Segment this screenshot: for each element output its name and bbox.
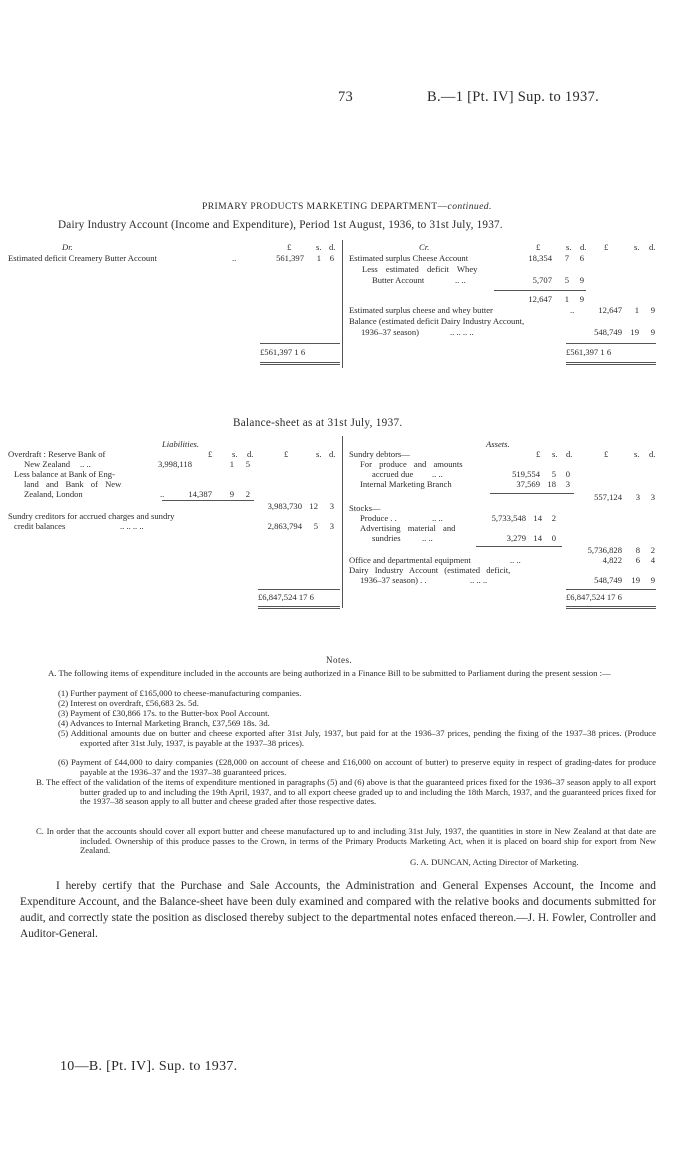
dots: .. .. <box>455 275 466 285</box>
cr-balance-1: Balance (estimated deficit Dairy Industry Account, <box>349 316 525 326</box>
produce-label-1: For produce and amounts <box>360 459 463 469</box>
notes-title: Notes. <box>326 655 353 665</box>
creditors-s: 5 <box>313 521 318 531</box>
note-item-5: (5) Additional amounts due on butter and cheese exported after 31st July, 1937, but paid for at the 1936–37 prices, pending the fixing of the 1937–38 prices. (Produce exported after 31st July, 1937, is payable at the 1937–38 prices). <box>58 728 656 748</box>
dots: .. <box>160 489 165 499</box>
dr-amount: 561,397 <box>276 253 304 263</box>
cr-net-s: 1 <box>564 294 569 304</box>
double-rule-dr <box>260 362 340 365</box>
double-rule-assets <box>566 606 656 609</box>
cr-cheese-s: 7 <box>564 253 569 263</box>
column-divider <box>342 436 343 608</box>
adv-label-2: sundries <box>372 533 401 543</box>
dots: .. .. <box>510 555 521 565</box>
dr-label: Dr. <box>62 242 73 252</box>
cr-net-d: 9 <box>579 294 584 304</box>
cr-cheese-amt: 18,354 <box>528 253 552 263</box>
note-item-3: (3) Payment of £30,866 17s. to the Butter-box Pool Account. <box>58 708 270 718</box>
cr-balance-amt: 548,749 <box>594 327 622 337</box>
notes-signature: G. A. DUNCAN, Acting Director of Marketing. <box>410 857 579 867</box>
asset-col-d-2: d. <box>649 449 656 459</box>
less-bank-d: 2 <box>245 489 250 499</box>
imb-d: 3 <box>565 479 570 489</box>
overdraft-d: 5 <box>245 459 250 469</box>
overdraft-amt: 3,998,118 <box>157 459 192 469</box>
dots: .. .. <box>422 533 433 543</box>
net-overdraft-amt: 3,983,730 <box>267 501 302 511</box>
stock-produce-s: 14 <box>533 513 542 523</box>
audit-certificate: I hereby certify that the Purchase and Sale Accounts, the Administration and General Expenses Account, the Income and Expenditure Account, and the Balance-sheet have been duly examined and compared with the relative books and documents submitted for audit, and correctly state the position as disclosed thereby subject to the departmental notes enfaced thereon.—J. H. Fowler, Controller and Auditor-General. <box>20 880 656 940</box>
total-rule-dr <box>260 343 340 344</box>
assets-total: £6,847,524 17 6 <box>566 592 622 602</box>
page-number: 73 <box>338 89 354 105</box>
produce-s: 5 <box>551 469 556 479</box>
cr-less-amt: 5,707 <box>532 275 552 285</box>
net-overdraft-s: 12 <box>309 501 318 511</box>
adv-s: 14 <box>533 533 542 543</box>
col-d: d. <box>329 242 336 252</box>
liabilities-total: £6,847,524 17 6 <box>258 592 314 602</box>
note-b: B. The effect of the validation of the items of expenditure mentioned in paragraphs (5) and (6) above is that the guaranteed prices fixed for the 1936–37 season apply to all export butter graded up to and including the 19th April, 1937, and to all export cheese graded up to and including the 18th March, 1937, and the guaranteed prices fixed for the 1937–38 season apply to all butter and cheese graded after those respective dates. <box>36 777 656 807</box>
less-bank-s: 9 <box>229 489 234 499</box>
dots: .. .. .. .. <box>450 327 474 337</box>
subtotal-rule <box>494 290 586 291</box>
dairy-account-title: Dairy Industry Account (Income and Expenditure), Period 1st August, 1936, to 31st July, 1937. <box>58 219 503 231</box>
creditors-label-2: credit balances <box>14 521 66 531</box>
dr-s: 1 <box>316 253 321 263</box>
debtors-amt: 557,124 <box>594 492 622 502</box>
less-bank-amt: 14,387 <box>188 489 212 499</box>
produce-d: 0 <box>565 469 570 479</box>
produce-label-2: accrued due <box>372 469 414 479</box>
cr-total: £561,397 1 6 <box>566 347 612 357</box>
less-bank-3: Zealand, London <box>24 489 83 499</box>
subtotal-rule <box>476 546 562 547</box>
asset-col-s: s. <box>552 449 558 459</box>
dots: .. .. <box>432 513 443 523</box>
dr-total: £561,397 1 6 <box>260 347 306 357</box>
column-divider <box>342 240 343 368</box>
note-item-1: (1) Further payment of £165,000 to cheese-manufacturing companies. <box>58 688 302 698</box>
total-rule-cr <box>566 343 656 344</box>
cr-surplus-label: Estimated surplus cheese and whey butter <box>349 305 493 315</box>
dots: .. .. <box>432 469 443 479</box>
overdraft-s: 1 <box>229 459 234 469</box>
dairy-label-1: Dairy Industry Account (estimated deficit, <box>349 565 511 575</box>
dairy-d: 9 <box>650 575 655 585</box>
dots: .. .. .. <box>470 575 488 585</box>
liab-col-d: d. <box>247 449 254 459</box>
creditors-label-1: Sundry creditors for accrued charges and sundry <box>8 511 175 521</box>
asset-col-s-2: s. <box>634 449 640 459</box>
cr-surplus-d: 9 <box>650 305 655 315</box>
liab-col-pound: £ <box>208 449 213 459</box>
dairy-s: 19 <box>631 575 640 585</box>
subtotal-rule <box>490 493 574 494</box>
cr-balance-s: 19 <box>630 327 639 337</box>
stocks-d: 2 <box>650 545 655 555</box>
cr-col-pound: £ <box>536 242 541 252</box>
cr-less-2: Butter Account <box>372 275 425 285</box>
balance-sheet-title: Balance-sheet as at 31st July, 1937. <box>233 417 403 429</box>
less-bank-2: land and Bank of New <box>24 479 122 489</box>
cr-balance-d: 9 <box>650 327 655 337</box>
cr-less-1: Less estimated deficit Whey <box>362 264 478 274</box>
dr-item-label: Estimated deficit Creamery Butter Account <box>8 253 157 263</box>
total-rule-liab <box>258 589 340 590</box>
office-label: Office and departmental equipment <box>349 555 471 565</box>
cr-surplus-amt: 12,647 <box>598 305 622 315</box>
stock-produce-label: Produce . . <box>360 513 397 523</box>
cr-net-amt: 12,647 <box>528 294 552 304</box>
dairy-amt: 548,749 <box>594 575 622 585</box>
total-rule-assets <box>566 589 656 590</box>
cr-cheese-label: Estimated surplus Cheese Account <box>349 253 469 263</box>
dots: .. <box>570 305 575 315</box>
produce-amt: 519,554 <box>512 469 540 479</box>
note-item-4: (4) Advances to Internal Marketing Branch, £37,569 18s. 3d. <box>58 718 270 728</box>
liabilities-label: Liabilities. <box>162 439 200 449</box>
cr-less-s: 5 <box>564 275 569 285</box>
imb-label: Internal Marketing Branch <box>360 479 452 489</box>
dr-d: 6 <box>329 253 334 263</box>
cr-label: Cr. <box>419 242 430 252</box>
double-rule-liab <box>258 606 340 609</box>
cr-less-d: 9 <box>579 275 584 285</box>
stocks-s: 8 <box>635 545 640 555</box>
asset-col-pound-2: £ <box>604 449 609 459</box>
office-amt: 4,822 <box>602 555 622 565</box>
less-bank-1: Less balance at Bank of Eng- <box>14 469 115 479</box>
assets-label: Assets. <box>486 439 510 449</box>
liab-col-d-2: d. <box>329 449 336 459</box>
cr-balance-2: 1936–37 season) <box>361 327 419 337</box>
adv-d: 0 <box>551 533 556 543</box>
dairy-label-2: 1936–37 season) . . <box>360 575 427 585</box>
note-a-intro: A. The following items of expenditure included in the accounts are being authorized in a Finance Bill to be submitted to Parliament during the present session :— <box>48 668 611 678</box>
stock-produce-amt: 5,733,548 <box>491 513 526 523</box>
adv-amt: 3,279 <box>506 533 526 543</box>
subtotal-rule <box>162 500 254 501</box>
cr-col-d: d. <box>580 242 587 252</box>
liab-col-s-2: s. <box>316 449 322 459</box>
overdraft-label-2: New Zealand <box>24 459 71 469</box>
imb-amt: 37,569 <box>516 479 540 489</box>
asset-col-d: d. <box>566 449 573 459</box>
asset-col-pound: £ <box>536 449 541 459</box>
creditors-amt: 2,863,794 <box>267 521 302 531</box>
note-item-6: (6) Payment of £44,000 to dairy companies (£28,000 on account of cheese and £16,000 on account of butter) to preserve equity in respect of grading-dates for produce payable at the 1936–37 and the 1937–38 guaranteed prices. <box>58 757 656 777</box>
stocks-label: Stocks— <box>349 503 381 513</box>
note-item-2: (2) Interest on overdraft, £56,683 2s. 5d. <box>58 698 199 708</box>
dots: .. <box>232 253 237 263</box>
cr-col-d-2: d. <box>649 242 656 252</box>
debtors-d: 3 <box>650 492 655 502</box>
debtors-label: Sundry debtors— <box>349 449 410 459</box>
overdraft-label-1: Overdraft : Reserve Bank of <box>8 449 106 459</box>
dots: .. .. <box>80 459 91 469</box>
adv-label-1: Advertising material and <box>360 523 456 533</box>
dots: .. .. .. .. <box>120 521 144 531</box>
page-footer: 10—B. [Pt. IV]. Sup. to 1937. <box>60 1059 238 1074</box>
office-s: 6 <box>635 555 640 565</box>
col-pound: £ <box>287 242 292 252</box>
creditors-d: 3 <box>329 521 334 531</box>
cr-col-s: s. <box>566 242 572 252</box>
liab-col-pound-2: £ <box>284 449 289 459</box>
cr-surplus-s: 1 <box>634 305 639 315</box>
stock-produce-d: 2 <box>551 513 556 523</box>
liab-col-s: s. <box>232 449 238 459</box>
page-reference: B.—1 [Pt. IV] Sup. to 1937. <box>427 89 600 105</box>
cr-cheese-d: 6 <box>579 253 584 263</box>
note-c: C. In order that the accounts should cover all export butter and cheese manufactured up to and including 31st July, 1937, the quantities in store in New Zealand at that date are included. Ownership of this produce passes to the Crown, in terms of the Primary Products Marketing Act, when it is placed on board ship for export from New Zealand. <box>36 826 656 856</box>
net-overdraft-d: 3 <box>329 501 334 511</box>
cr-col-pound-2: £ <box>604 242 609 252</box>
section-title: PRIMARY PRODUCTS MARKETING DEPARTMENT—continued. <box>202 201 492 212</box>
office-d: 4 <box>650 555 655 565</box>
cr-col-s-2: s. <box>634 242 640 252</box>
imb-s: 18 <box>547 479 556 489</box>
debtors-s: 3 <box>635 492 640 502</box>
col-s: s. <box>316 242 322 252</box>
stocks-amt: 5,736,828 <box>587 545 622 555</box>
double-rule-cr <box>566 362 656 365</box>
